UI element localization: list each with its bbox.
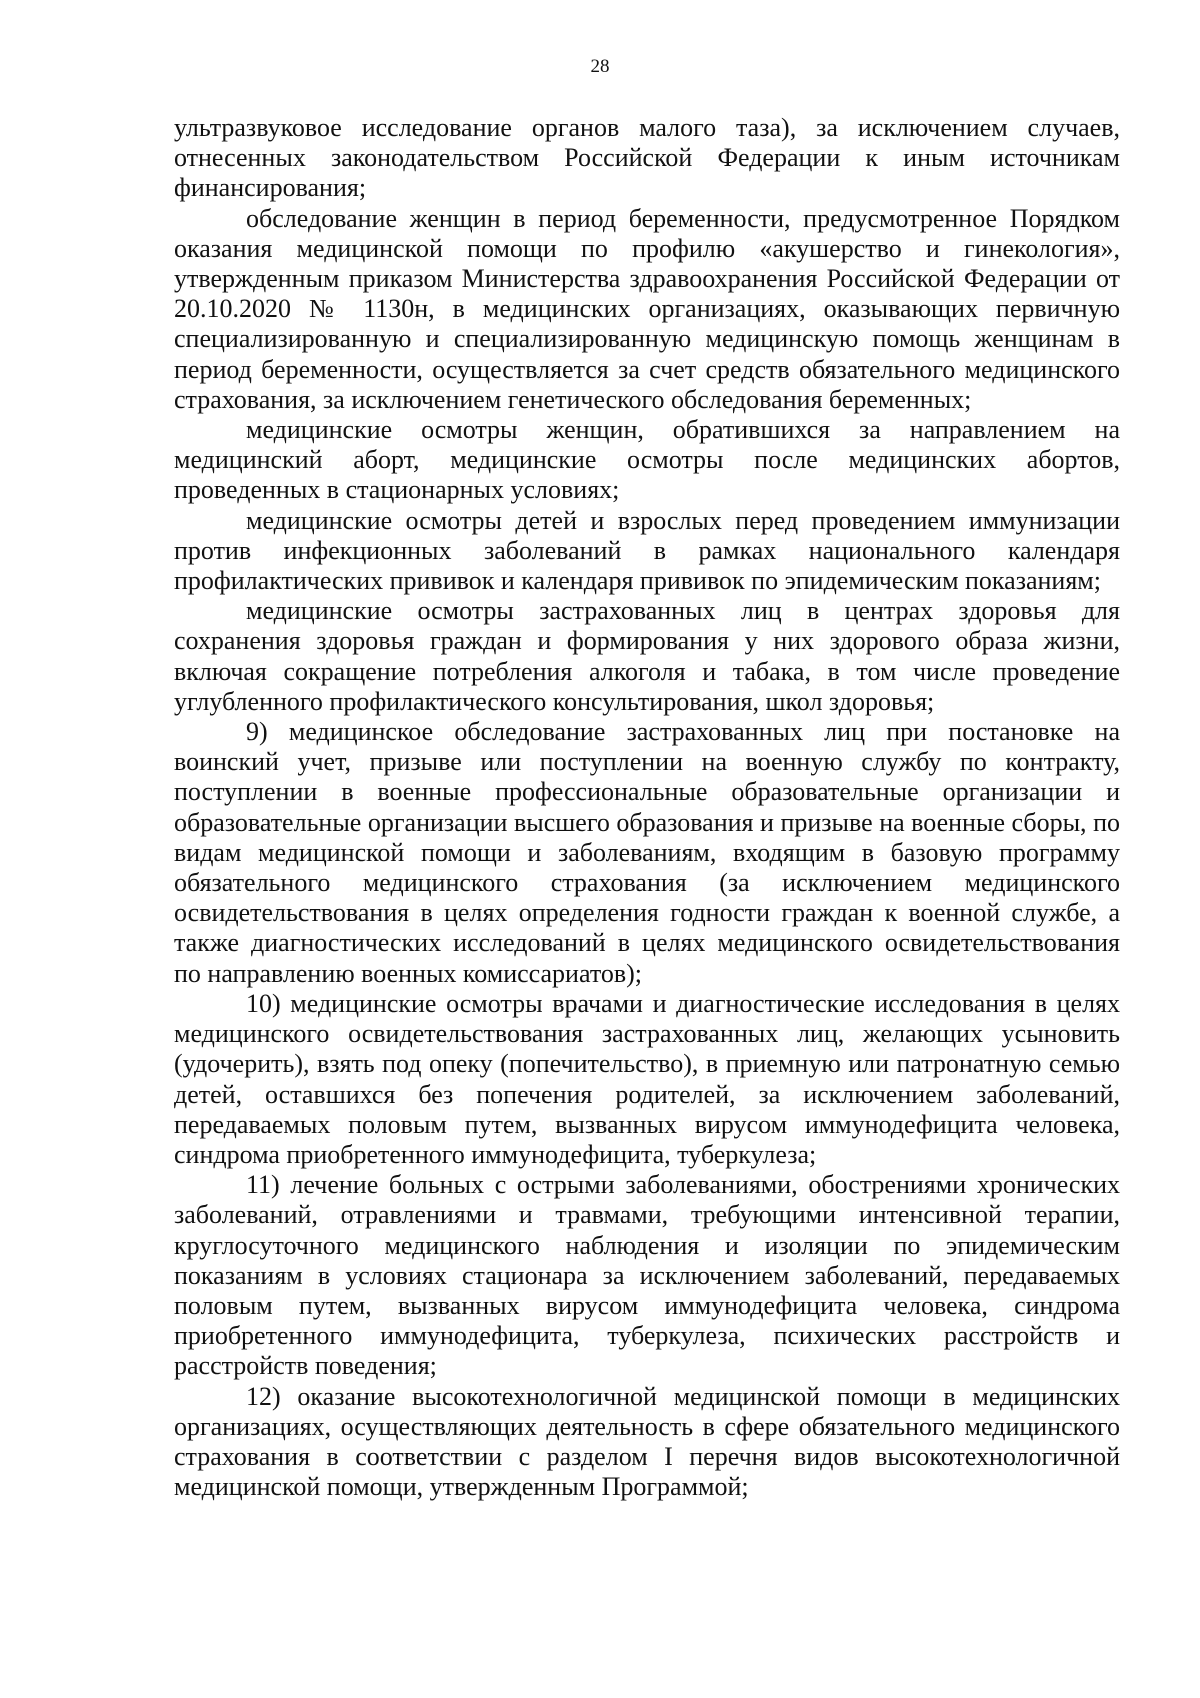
paragraph-item-11: 11) лечение больных с острыми заболеваниями, обострениями хронических заболеваний, отравлениями и травмами, требующими интенсивной терапии, круглосуточного медицинского наблюдения и изоляции по эпидемическим показаниям в условиях стационара за исключением заболеваний, передаваемых половым путем, вызванных вирусом иммунодефицита человека, синдрома приобретенного иммунодефицита, туберкулеза, психических расстройств и расстройств поведения; [174, 1170, 1120, 1381]
paragraph-abortion-examinations: медицинские осмотры женщин, обратившихся за направлением на медицинский аборт, медицинские осмотры после медицинских абортов, проведенных в стационарных условиях; [174, 415, 1120, 505]
paragraph-item-10: 10) медицинские осмотры врачами и диагностические исследования в целях медицинского освидетельствования застрахованных лиц, желающих усыновить (удочерить), взять под опеку (попечительство), в приемную или патронатную семью детей, оставшихся без попечения родителей, за исключением заболеваний, передаваемых половым путем, вызванных вирусом иммунодефицита человека, синдрома приобретенного иммунодефицита, туберкулеза; [174, 988, 1120, 1169]
paragraph-pregnancy-examination: обследование женщин в период беременности, предусмотренное Порядком оказания медицинской помощи по профилю «акушерство и гинекология», утвержденным приказом Министерства здравоохранения Российской Федерации от 20.10.2020 № 1130н, в медицинских организациях, оказывающих первичную специализированную и специализированную медицинскую помощь женщинам в период беременности, осуществляется за счет средств обязательного медицинского страхования, за исключением генетического обследования беременных; [174, 203, 1120, 414]
paragraph-continuation: ультразвуковое исследование органов малого таза), за исключением случаев, отнесенных законодательством Российской Федерации к иным источникам финансирования; [174, 113, 1120, 203]
paragraph-item-12: 12) оказание высокотехнологичной медицинской помощи в медицинских организациях, осуществляющих деятельность в сфере обязательного медицинского страхования в соответствии с разделом I перечня видов высокотехнологичной медицинской помощи, утвержденным Программой; [174, 1381, 1120, 1502]
paragraph-item-9: 9) медицинское обследование застрахованных лиц при постановке на воинский учет, призыве или поступлении на военную службу по контракту, поступлении в военные профессиональные образовательные организации и образовательные организации высшего образования и призыве на военные сборы, по видам медицинской помощи и заболеваниям, входящим в базовую программу обязательного медицинского страхования (за исключением медицинского освидетельствования в целях определения годности граждан к военной службе, а также диагностических исследований в целях медицинского освидетельствования по направлению военных комиссариатов); [174, 717, 1120, 988]
paragraph-health-centers: медицинские осмотры застрахованных лиц в центрах здоровья для сохранения здоровья граждан и формирования у них здорового образа жизни, включая сокращение потребления алкоголя и табака, в том числе проведение углубленного профилактического консультирования, школ здоровья; [174, 596, 1120, 716]
page-number: 28 [590, 56, 610, 77]
paragraph-immunization-examinations: медицинские осмотры детей и взрослых перед проведением иммунизации против инфекционных заболеваний в рамках национального календаря профилактических прививок и календаря прививок по эпидемическим показаниям; [174, 505, 1120, 596]
document-body [174, 113, 1120, 1502]
